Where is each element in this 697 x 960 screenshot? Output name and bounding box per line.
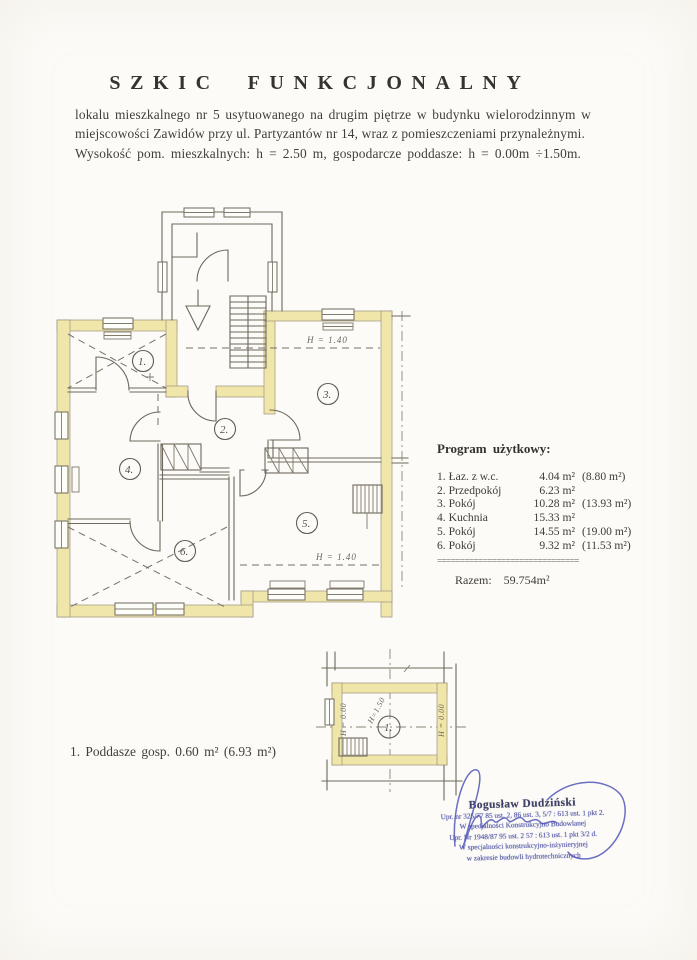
room-label-2: 2. <box>220 424 229 436</box>
stamp-name: Bogusław Dudziński <box>468 796 577 812</box>
room-label-1: 1. <box>138 356 147 368</box>
room-label-3: 3. <box>323 389 332 401</box>
attic-room-label: 1. <box>384 722 393 734</box>
attic-note: 1. Poddasze gosp. 0.60 m² (6.93 m²) <box>70 744 276 759</box>
program-row: 2. Przedpokój 6.23 m² <box>437 483 575 497</box>
program-block <box>437 441 637 588</box>
attic-hatch-stairs <box>339 738 367 756</box>
program-separator: =============================== <box>437 556 579 567</box>
stamp-line: w zakresie budowli hydrotechnicznych <box>466 850 581 863</box>
program-row: 4. Kuchnia 15.33 m² <box>437 511 575 525</box>
program-total: Razem: 59.754m² <box>455 573 550 588</box>
stamp-line: W specjalności Konstrukcyjno Budowlanej <box>459 818 587 832</box>
stair-hall-door <box>197 250 228 281</box>
room1-door <box>96 357 129 390</box>
title-word-funkcjonalny: FUNKCJONALNY <box>247 72 531 94</box>
entry-door <box>188 391 216 421</box>
stamp-line: Upr. nr 325/77 85 ust. 2, 86 ust. 3, 5/7 : 613 ust. 1 pkt 2. <box>440 807 605 822</box>
room-label-6: 6. <box>180 546 189 558</box>
stamp-line: W specjalności konstrukcyjno-inżynieryjnej <box>458 839 588 853</box>
stair-direction-arrow <box>186 290 210 330</box>
attic-height-right: H = 0.00 <box>437 703 446 737</box>
program-row: 3. Pokój 10.28 m² (13.93 m²) <box>437 497 632 511</box>
intro-block <box>75 105 591 163</box>
room3-door <box>270 410 300 440</box>
page-title <box>0 72 640 95</box>
staircase-block <box>158 208 282 320</box>
stairs <box>186 290 266 368</box>
attic-height-mid: H=1.50 <box>365 695 387 725</box>
interior-walls <box>68 316 410 600</box>
height-label-room5: H = 1.40 <box>316 552 357 562</box>
intro-paragraph: lokalu mieszkalnego nr 5 usytuowanego na drugim piętrze w budynku wielorodzinnym w miejscowości Zawidów przy ul. Partyzantów nr 14, wraz z pomieszczeniami przynależnymi. <box>75 107 591 142</box>
attic-window <box>325 699 334 725</box>
signature <box>420 620 660 900</box>
program-row: 6. Pokój 9.32 m² (11.53 m²) <box>437 538 631 552</box>
program-title: Program użytkowy: <box>437 441 551 456</box>
attic-ladder <box>353 485 382 529</box>
apartment-walls <box>57 311 392 617</box>
title-word-szkic: SZKIC <box>109 72 220 94</box>
program-row: 1. Łaz. z w.c. 4.04 m² (8.80 m²) <box>437 470 626 483</box>
radiators <box>72 323 364 588</box>
height-label-room3: H = 1.40 <box>307 335 348 345</box>
program-row: 5. Pokój 14.55 m² (19.00 m²) <box>437 524 632 538</box>
stamp-line: Upr. Nr 1948/87 95 ust. 2 57 : 613 ust. 1 pkt 3/2 d. <box>449 828 598 842</box>
room5-door <box>240 470 266 496</box>
main-floor-plan <box>50 200 420 640</box>
kitchen-door <box>130 412 160 441</box>
attic-height-left: H = 0.00 <box>339 702 348 736</box>
room-label-4: 4. <box>125 464 134 476</box>
heights-line: Wysokość pom. mieszkalnych: h = 2.50 m, gospodarcze poddasze: h = 0.00m ÷1.50m. <box>75 145 582 161</box>
room6-door <box>130 521 160 551</box>
room-label-5: 5. <box>302 518 311 530</box>
